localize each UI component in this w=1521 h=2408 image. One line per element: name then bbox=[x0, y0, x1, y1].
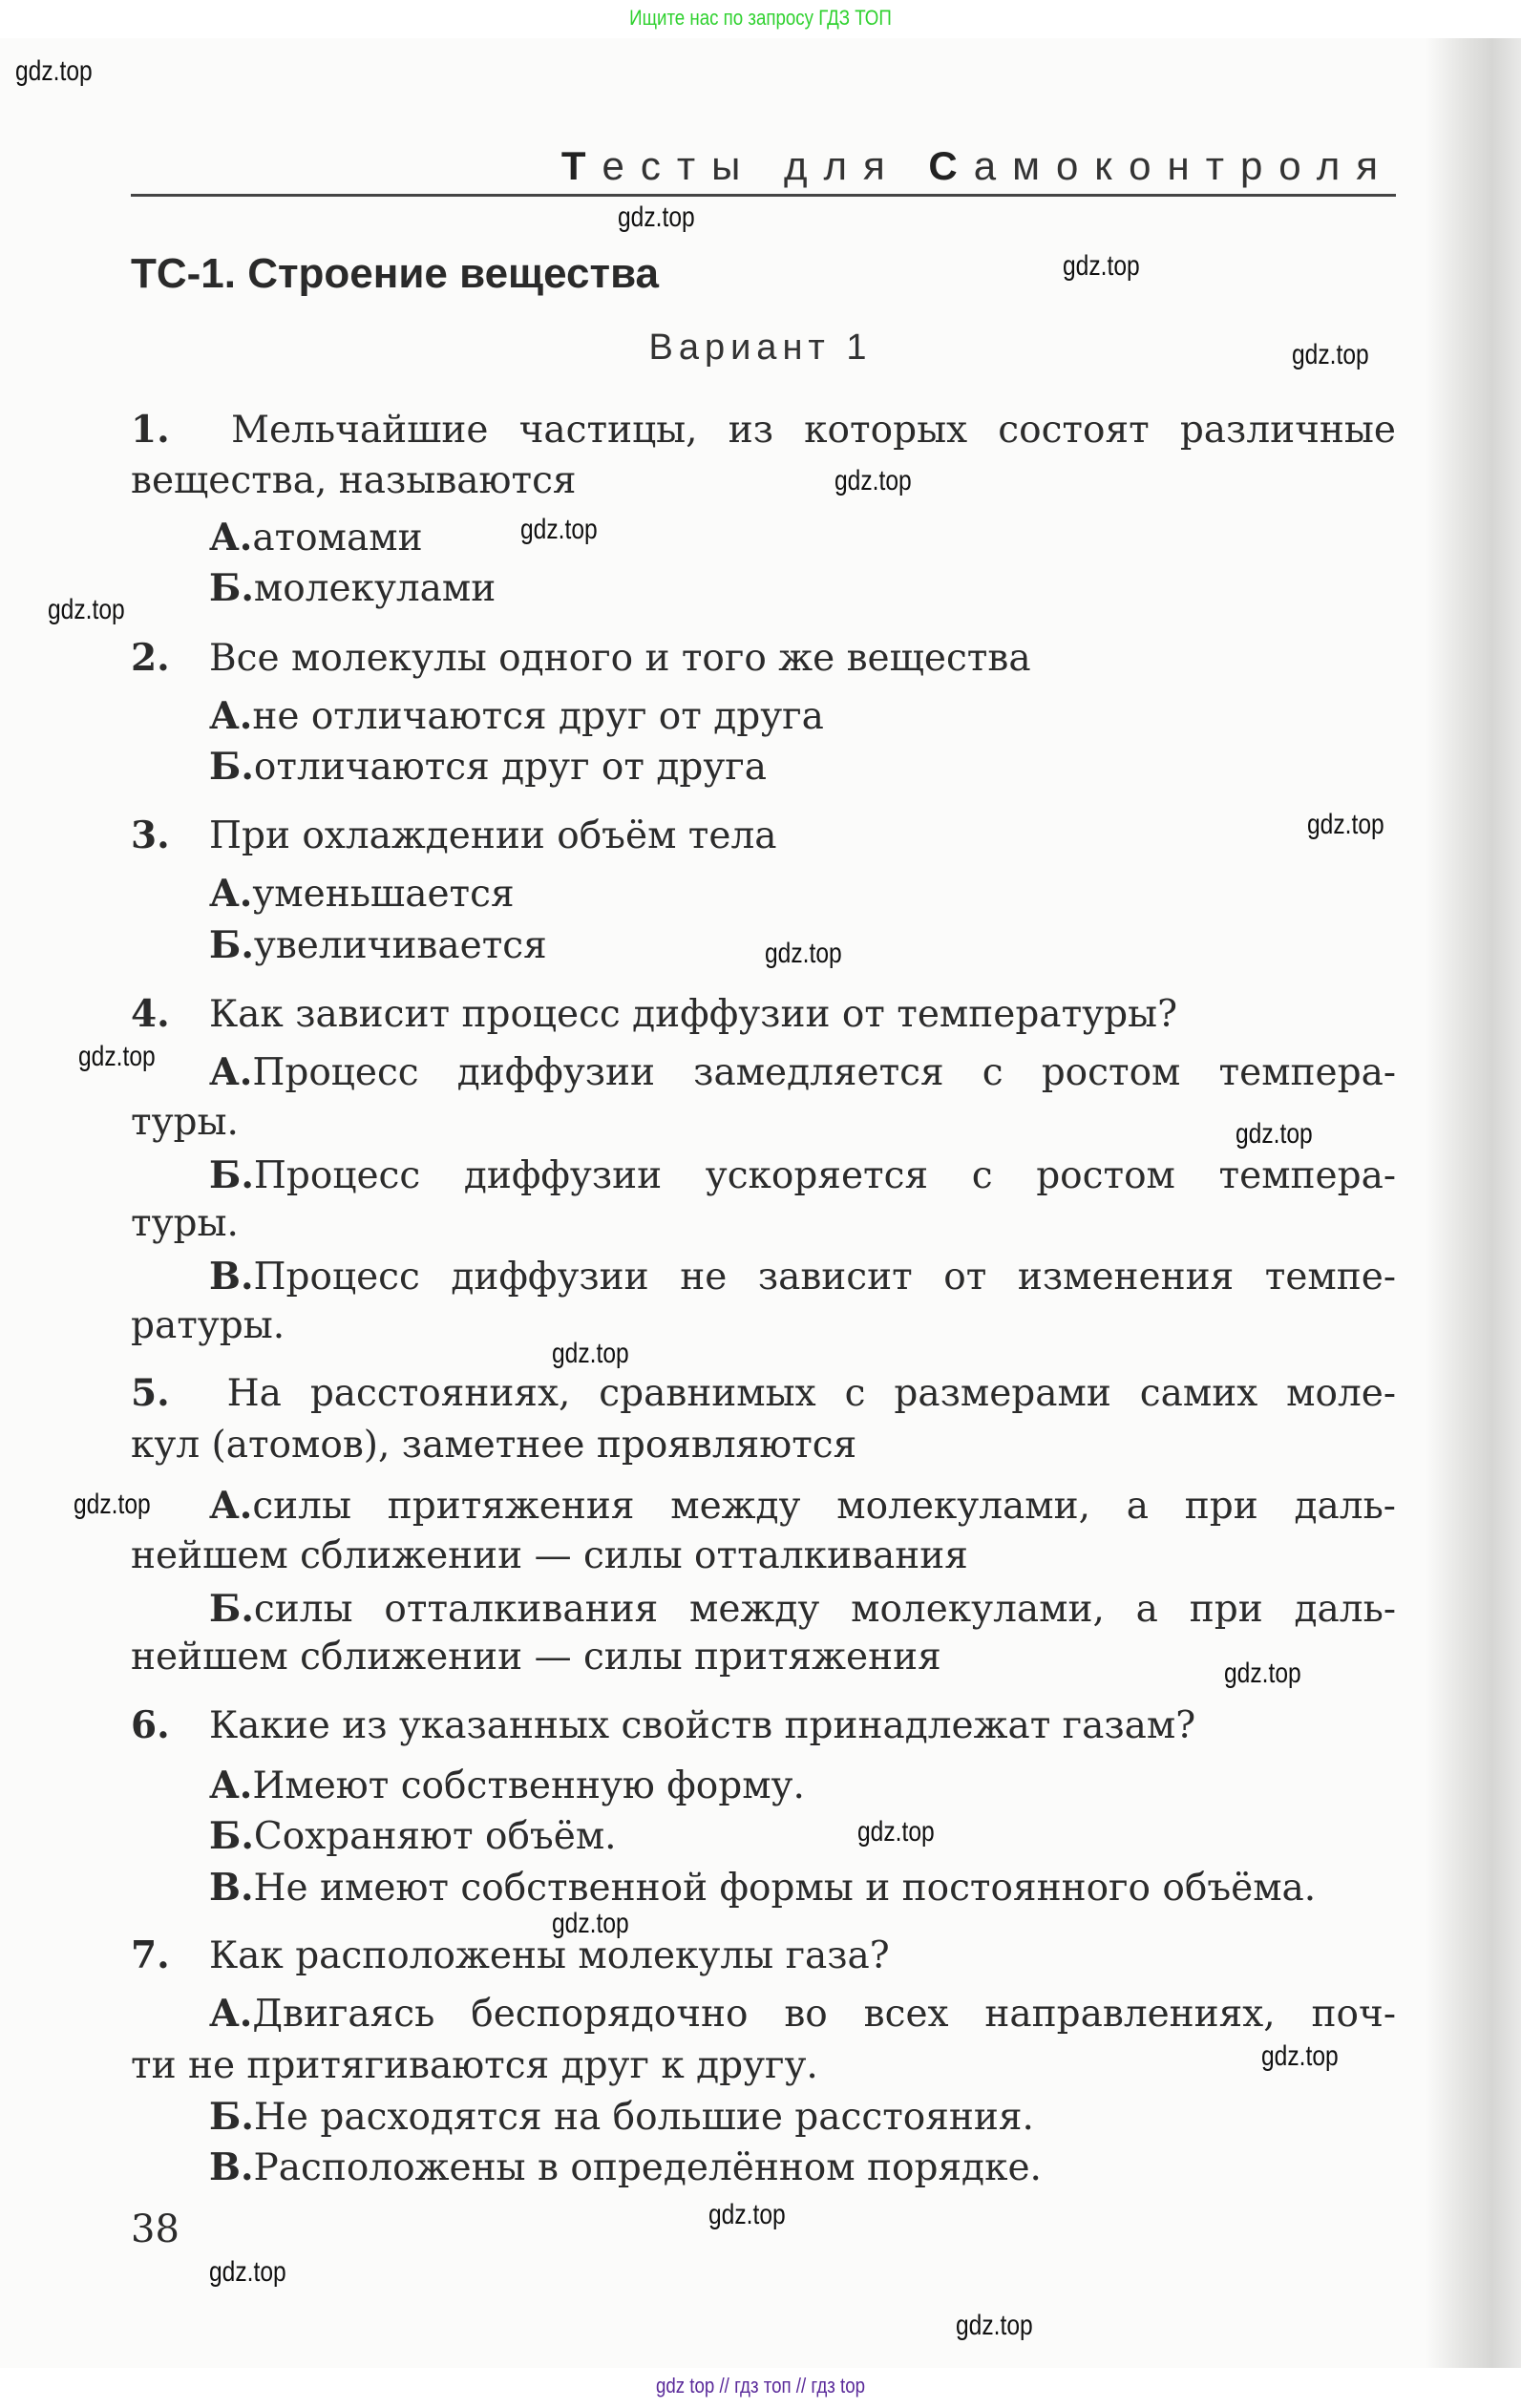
option-text: Имеют собственную форму. bbox=[252, 1764, 805, 1807]
option bbox=[209, 692, 824, 741]
question-5 bbox=[131, 1369, 1396, 1418]
option-text: увеличивается bbox=[253, 924, 547, 967]
option-text: Двигаясь беспорядочно во всех направлениях, поч- bbox=[252, 1993, 1396, 2036]
option bbox=[209, 514, 423, 562]
rh-text: есты bbox=[602, 143, 757, 188]
question-2 bbox=[131, 634, 1031, 683]
option-letter: Б. bbox=[209, 923, 254, 967]
option-letter: Б. bbox=[209, 2095, 254, 2139]
question-number: 4. bbox=[131, 992, 170, 1036]
page-number: 38 bbox=[131, 2207, 180, 2251]
question-number: 5. bbox=[131, 1371, 170, 1415]
option-text: уменьшается bbox=[252, 873, 515, 916]
question-number: 1. bbox=[131, 408, 170, 452]
option-continuation: нейшем сближении — силы отталкивания bbox=[131, 1534, 968, 1577]
watermark: gdz.top bbox=[520, 514, 598, 545]
question-text: Мельчайшие частицы, из которых состоят различные bbox=[231, 409, 1396, 452]
header-rule bbox=[131, 194, 1396, 197]
option bbox=[209, 1482, 1396, 1531]
option bbox=[209, 2093, 1034, 2142]
option-text: молекулами bbox=[253, 567, 496, 610]
question-7 bbox=[131, 1932, 890, 1980]
option bbox=[209, 564, 496, 613]
option-letter: А. bbox=[209, 516, 253, 560]
footer-banner: gdz top // гдз топ // гдз top bbox=[655, 2374, 866, 2397]
watermark: gdz.top bbox=[78, 1041, 156, 1072]
watermark: gdz.top bbox=[1261, 2040, 1339, 2072]
option-text: Не имеют собственной формы и постоянного объёма. bbox=[253, 1867, 1317, 1910]
watermark: gdz.top bbox=[956, 2310, 1033, 2341]
watermark: gdz.top bbox=[1224, 1658, 1301, 1689]
question-number: 2. bbox=[131, 636, 170, 680]
question-text: Все молекулы одного и того же вещества bbox=[209, 637, 1031, 680]
watermark: gdz.top bbox=[765, 938, 842, 969]
option bbox=[209, 1048, 1396, 1097]
option-letter: А. bbox=[209, 1992, 253, 2036]
option bbox=[209, 870, 515, 919]
option bbox=[209, 921, 547, 970]
watermark: gdz.top bbox=[1236, 1118, 1313, 1150]
option-text: атомами bbox=[252, 517, 423, 560]
search-banner: Ищите нас по запросу ГДЗ ТОП bbox=[629, 6, 892, 30]
rh-text: для bbox=[783, 143, 901, 188]
option bbox=[209, 1990, 1396, 2038]
option bbox=[209, 1864, 1316, 1912]
option-letter: А. bbox=[209, 1484, 253, 1528]
variant-title: Вариант 1 bbox=[648, 327, 873, 368]
option-letter: Б. bbox=[209, 1587, 254, 1631]
question-text: вещества, называются bbox=[131, 459, 577, 502]
option-text: Процесс диффузии замедляется с ростом темпера- bbox=[252, 1051, 1396, 1094]
option-text: не отличаются друг от друга bbox=[252, 695, 824, 738]
option-text: силы отталкивания между молекулами, а при даль- bbox=[253, 1588, 1396, 1631]
watermark: gdz.top bbox=[552, 1908, 629, 1939]
question-text: Какие из указанных свойств принадлежат газам? bbox=[209, 1704, 1196, 1747]
option-letter: Б. bbox=[209, 566, 254, 610]
option-letter: А. bbox=[209, 1050, 253, 1094]
option-continuation: туры. bbox=[131, 1101, 239, 1144]
watermark: gdz.top bbox=[1292, 339, 1369, 370]
option bbox=[209, 1253, 1396, 1301]
option-letter: В. bbox=[209, 1866, 254, 1910]
option bbox=[209, 1762, 805, 1810]
option-text: отличаются друг от друга bbox=[253, 746, 767, 789]
option-continuation: ти не притягиваются друг к другу. bbox=[131, 2044, 818, 2087]
rh-cap: С bbox=[928, 143, 974, 188]
option-continuation: туры. bbox=[131, 1202, 239, 1245]
question-1 bbox=[131, 406, 1396, 454]
watermark: gdz.top bbox=[48, 594, 125, 625]
watermark: gdz.top bbox=[1307, 809, 1384, 840]
watermark: gdz.top bbox=[834, 465, 912, 496]
option bbox=[209, 743, 767, 792]
running-head bbox=[420, 143, 1394, 189]
option-text: Процесс диффузии ускоряется с ростом темпера- bbox=[253, 1154, 1396, 1197]
watermark: gdz.top bbox=[15, 55, 93, 87]
watermark: gdz.top bbox=[74, 1489, 151, 1520]
rh-cap: Т bbox=[560, 143, 602, 188]
question-number: 7. bbox=[131, 1933, 170, 1977]
question-text: Как расположены молекулы газа? bbox=[209, 1934, 890, 1977]
option-text: Не расходятся на большие расстояния. bbox=[253, 2096, 1034, 2139]
option bbox=[209, 2144, 1042, 2192]
option bbox=[209, 1585, 1396, 1634]
question-4 bbox=[131, 990, 1177, 1039]
option-letter: А. bbox=[209, 1764, 253, 1807]
question-text: При охлаждении объём тела bbox=[209, 814, 777, 857]
watermark: gdz.top bbox=[618, 201, 695, 233]
option-letter: А. bbox=[209, 694, 253, 738]
question-text: На расстояниях, сравнимых с размерами самих моле- bbox=[226, 1372, 1396, 1415]
page-fold-shadow bbox=[1426, 38, 1521, 2368]
question-number: 6. bbox=[131, 1703, 170, 1747]
question-6 bbox=[131, 1701, 1195, 1750]
option-continuation: нейшем сближении — силы притяжения bbox=[131, 1636, 941, 1679]
option-text: Процесс диффузии не зависит от изменения темпе- bbox=[253, 1256, 1396, 1299]
watermark: gdz.top bbox=[708, 2199, 786, 2230]
watermark: gdz.top bbox=[209, 2256, 286, 2288]
option-letter: Б. bbox=[209, 1153, 254, 1197]
question-number: 3. bbox=[131, 813, 170, 857]
option-text: Сохраняют объём. bbox=[253, 1815, 617, 1858]
question-text: Как зависит процесс диффузии от температуры? bbox=[209, 993, 1177, 1036]
option-continuation: ратуры. bbox=[131, 1304, 285, 1347]
question-text: кул (атомов), заметнее проявляются bbox=[131, 1424, 857, 1467]
option-letter: В. bbox=[209, 1255, 254, 1299]
option-letter: Б. bbox=[209, 1814, 254, 1858]
rh-text: амоконтроля bbox=[973, 143, 1394, 188]
option-letter: А. bbox=[209, 872, 253, 916]
watermark: gdz.top bbox=[1063, 250, 1140, 282]
section-title: ТС-1. Строение вещества bbox=[131, 250, 660, 297]
option-letter: В. bbox=[209, 2145, 254, 2189]
option-text: Расположены в определённом порядке. bbox=[253, 2146, 1042, 2189]
option-letter: Б. bbox=[209, 745, 254, 789]
question-3 bbox=[131, 812, 776, 860]
option-text: силы притяжения между молекулами, а при даль- bbox=[252, 1485, 1396, 1528]
option bbox=[209, 1812, 617, 1861]
option bbox=[209, 1151, 1396, 1200]
watermark: gdz.top bbox=[552, 1338, 629, 1369]
watermark: gdz.top bbox=[857, 1816, 935, 1848]
